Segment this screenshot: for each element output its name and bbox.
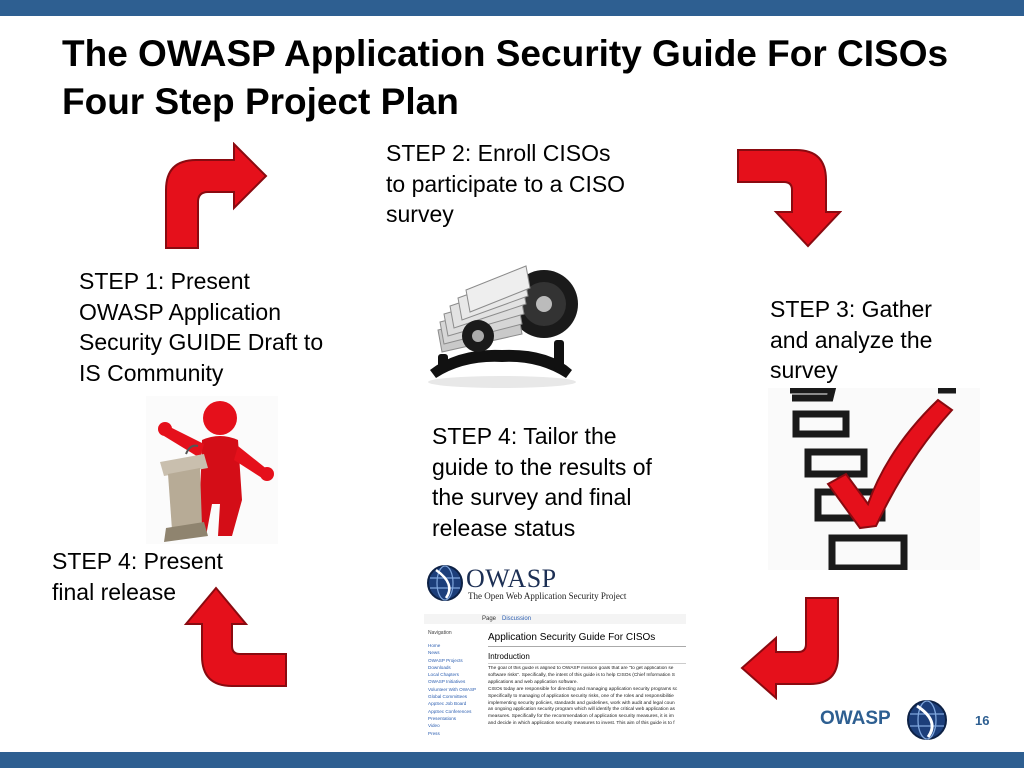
step-2-text: STEP 2: Enroll CISOs to participate to a CISO survey <box>386 140 626 227</box>
intro-line: implementing security policies, standards and guidelines, work with audit and legal coun <box>488 700 675 706</box>
intro-text <box>488 666 686 728</box>
nav-link-press[interactable]: Press <box>428 730 440 736</box>
intro-line: CISOs today are responsible for directing and managing application security programs sc <box>488 686 678 692</box>
arrow-up-right-icon <box>160 142 270 250</box>
tabs <box>482 616 531 622</box>
nav-link-presentations[interactable]: Presentations <box>428 715 457 721</box>
tab-discussion[interactable]: Discussion <box>502 616 532 622</box>
intro-line: The goal of this guide is aligned to OWASP mission goals that are "to get application se <box>488 666 674 671</box>
step-3-text: STEP 3: Gather and analyze the survey <box>770 296 933 383</box>
tab-strip <box>424 614 686 624</box>
nav-link-news[interactable]: News <box>428 650 440 656</box>
arrow-right-down-icon <box>736 148 842 250</box>
nav-link-initiatives[interactable]: OWASP Initiatives <box>428 679 466 685</box>
top-bar <box>0 0 1024 16</box>
intro-line: software risks". Specifically, the intent of this guide is to help CISOs (Chief Information S <box>488 672 675 678</box>
slide-title: The OWASP Application Security Guide For CISOs Four Step Project Plan <box>62 33 949 122</box>
footer-brand: OWASP <box>820 708 891 729</box>
presenter-icon <box>146 396 278 544</box>
checklist-icon <box>768 388 980 570</box>
step-4-tailor-text: STEP 4: Tailor the guide to the results of the survey and final release status <box>432 423 652 541</box>
owasp-logo-icon <box>906 699 948 741</box>
rolodex-icon <box>418 252 584 392</box>
nav-link-home[interactable]: Home <box>428 643 441 648</box>
owasp-subtitle: The Open Web Application Security Project <box>468 591 627 601</box>
step-1-text: STEP 1: Present OWASP Application Security GUIDE Draft to IS Community <box>79 268 324 386</box>
intro-line: measures. Specifically for the recommendation of application security measures, it is im <box>488 714 674 720</box>
intro-line: applications and web application software. <box>488 679 578 685</box>
page-number: 16 <box>975 713 990 728</box>
section-divider <box>488 663 686 664</box>
nav-link-conferences[interactable]: AppSec Conferences <box>428 708 472 714</box>
tab-page[interactable]: Page <box>482 616 497 622</box>
heading-divider <box>488 646 686 647</box>
nav-link-projects[interactable]: OWASP Projects <box>428 657 463 663</box>
nav-link-volunteer[interactable]: Volunteer With OWASP <box>428 686 477 692</box>
bottom-bar <box>0 752 1024 768</box>
owasp-logo-text: OWASP <box>466 564 557 593</box>
step-4-present-text: STEP 4: Present final release <box>52 548 223 605</box>
section-heading: Introduction <box>488 652 530 661</box>
intro-line: and decide in which application security measures to invest. This aim of this guide is to f <box>488 721 675 727</box>
nav-link-job-board[interactable]: AppSec Job Board <box>428 701 467 707</box>
navigation-sidebar <box>424 626 482 736</box>
nav-link-video[interactable]: Video <box>428 723 440 729</box>
owasp-globe-icon <box>426 564 464 602</box>
page-heading: Application Security Guide For CISOs <box>488 632 656 643</box>
nav-link-chapters[interactable]: Local Chapters <box>428 672 459 678</box>
intro-line: an ongoing application security program which will identify the critical web application as <box>488 707 675 713</box>
nav-link-committees[interactable]: Global Committees <box>428 694 468 700</box>
intro-line: Specifically to managing of application security risks, one of the roles and responsibilitie <box>488 693 674 699</box>
owasp-webpage-screenshot <box>424 560 686 736</box>
navigation-title: Navigation <box>428 630 452 636</box>
nav-link-downloads[interactable]: Downloads <box>428 664 451 670</box>
arrow-down-left-icon <box>740 596 844 700</box>
arrow-up-left-icon <box>182 586 288 690</box>
